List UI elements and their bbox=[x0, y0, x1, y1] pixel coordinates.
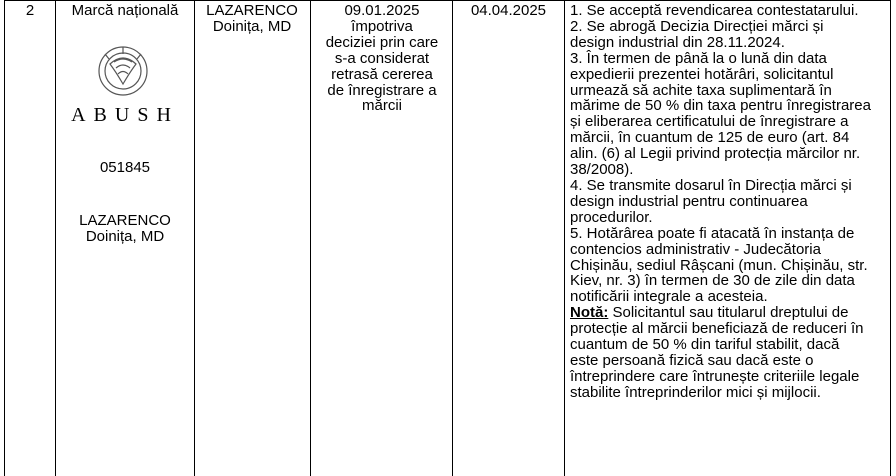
ruling-line: alin. (6) al Legii privind protecția mărcilor nr. bbox=[570, 145, 861, 163]
ruling-line: expedierii prezentei hotărâri, solicitantul bbox=[570, 65, 834, 83]
ruling-line: notificării integrale a acesteia. bbox=[570, 288, 768, 306]
note-first-line bbox=[570, 305, 892, 321]
decision-line: împotriva bbox=[351, 17, 413, 35]
ruling-line: 38/2008). bbox=[570, 161, 634, 179]
row-number: 2 bbox=[25, 2, 35, 19]
ruling-line: 5. Hotărârea poate fi atacată în instanța de bbox=[570, 224, 855, 242]
decision-line: mărcii bbox=[362, 97, 402, 115]
column-divider bbox=[564, 0, 565, 476]
note-line: stabilite întreprinderilor mici și mijlocii. bbox=[570, 383, 821, 401]
decision-subject bbox=[311, 3, 453, 114]
decision-line: deciziei prin care bbox=[325, 33, 439, 51]
applicant-line: Doinița, MD bbox=[212, 17, 292, 35]
ruling-line: și eliberarea certificatului de înregistrare a bbox=[570, 113, 849, 131]
ruling-line: Kiev, nr. 3) în termen de 30 de zile din data bbox=[570, 272, 855, 290]
ruling-line: procedurilor. bbox=[570, 208, 653, 226]
ruling-line: urmează să achite taxa suplimentară în bbox=[570, 81, 832, 99]
table-top-border bbox=[4, 0, 891, 1]
registration-number: 051845 bbox=[99, 159, 151, 176]
ruling-line: 3. În termen de până la o lună din data bbox=[570, 49, 827, 67]
hearing-date: 04.04.2025 bbox=[470, 2, 547, 19]
ruling-line: contencios administrativ - Judecătoria bbox=[570, 240, 821, 258]
decision-line: retrasă cererea bbox=[331, 65, 433, 83]
note-label: Notă: bbox=[570, 304, 609, 322]
ruling-line: design industrial pentru continuarea bbox=[570, 192, 808, 210]
owner-line: LAZARENCO bbox=[79, 212, 171, 229]
ruling-line: 2. Se abrogă Decizia Direcției mărci și bbox=[570, 17, 824, 35]
applicant bbox=[194, 3, 310, 35]
ruling-line: mărcii, în cuantum de 125 de euro (art. 84 bbox=[570, 129, 850, 147]
mark-owner bbox=[56, 213, 194, 245]
ruling-line: 1. Se acceptă revendicarea contestatarului. bbox=[570, 2, 859, 19]
note-line: întreprindere care întrunește criteriile legale bbox=[570, 367, 860, 385]
decision-date: 09.01.2025 bbox=[344, 2, 420, 19]
logo-wordmark: ABUSH bbox=[71, 104, 179, 126]
owner-line: Doinița, MD bbox=[85, 228, 165, 245]
note-line: este persoană fizică sau dacă este o bbox=[570, 351, 814, 369]
ruling-line: Chișinău, sediul Râșcani (mun. Chișinău, str. bbox=[570, 256, 868, 274]
note-line: Solicitantul sau titularul dreptului de bbox=[608, 304, 849, 322]
decision-line: de înregistrare a bbox=[327, 81, 437, 99]
note-line: protecție al mărcii beneficiază de reduceri în bbox=[570, 320, 864, 338]
ruling-line: design industrial din 28.11.2024. bbox=[570, 33, 785, 51]
decision-line: s-a considerat bbox=[334, 49, 430, 67]
column-divider bbox=[194, 0, 195, 476]
mark-type: Marcă națională bbox=[71, 2, 179, 19]
applicant-line: LAZARENCO bbox=[206, 2, 298, 19]
ruling-line: 4. Se transmite dosarul în Direcția mărci și bbox=[570, 176, 852, 194]
ruling-line: mărime de 50 % din taxa pentru înregistrarea bbox=[570, 97, 871, 115]
ruling-text bbox=[570, 3, 892, 401]
note-line: cuantum de 50 % din tariful stabilit, dacă bbox=[570, 336, 840, 354]
column-divider bbox=[4, 0, 5, 476]
